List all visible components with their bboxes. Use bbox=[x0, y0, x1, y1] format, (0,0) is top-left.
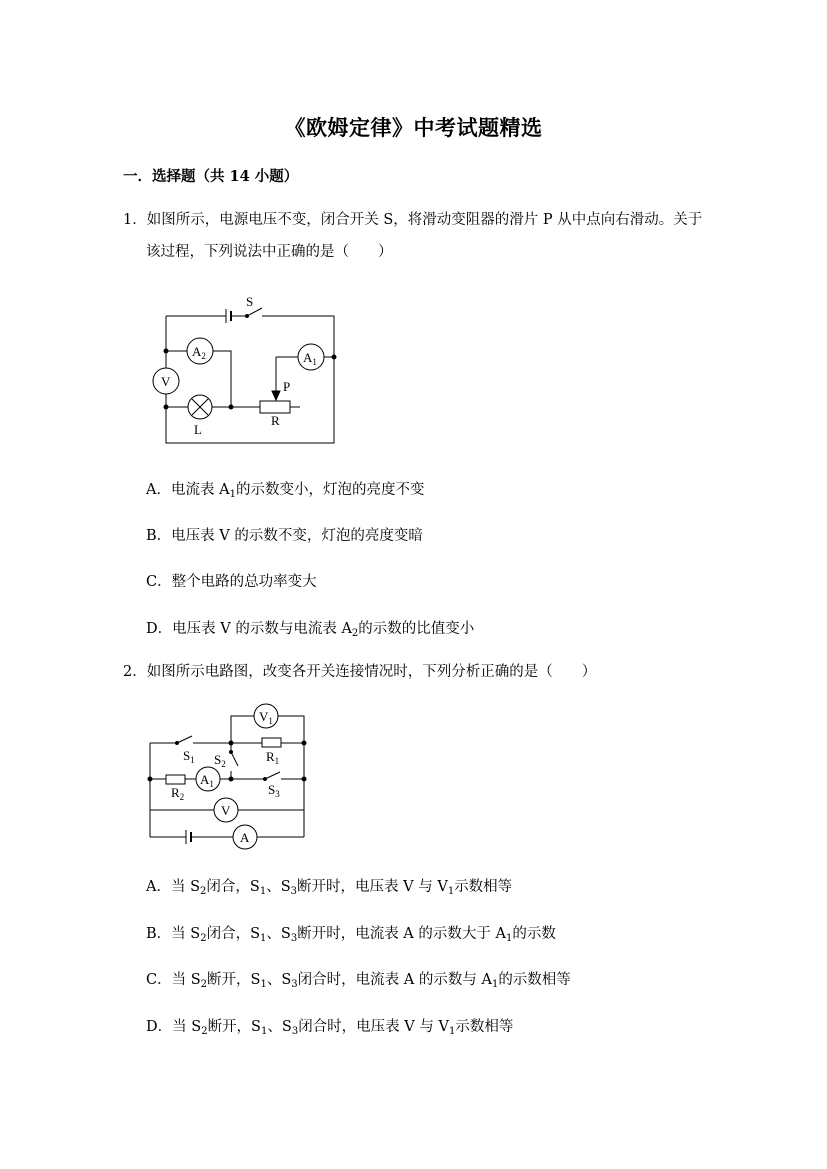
voltmeter-v-label: V bbox=[161, 374, 171, 389]
ammeter-a1-label: A bbox=[200, 772, 210, 787]
junction-dot bbox=[302, 777, 306, 781]
option-subscript: 1 bbox=[491, 979, 499, 990]
option-text: 断开，S bbox=[207, 972, 261, 988]
option-subscript: 2 bbox=[201, 1026, 208, 1037]
option-text: 断开时，电压表 V 与 V bbox=[297, 879, 448, 895]
switch-s2-blade bbox=[231, 752, 238, 766]
svg-text:S3 bbox=[268, 782, 280, 799]
switch-s1-label: S bbox=[183, 748, 191, 763]
option-subscript: 1 bbox=[259, 886, 267, 897]
option-subscript: 1 bbox=[447, 886, 455, 897]
option-subscript: 1 bbox=[448, 1026, 456, 1037]
question-1-option-d[interactable] bbox=[146, 617, 474, 638]
junction-dot bbox=[229, 741, 233, 745]
voltmeter-v1-label: V bbox=[259, 709, 269, 724]
switch-s-label: S bbox=[246, 294, 254, 309]
option-text: 、S bbox=[266, 972, 292, 988]
ammeter-a1-label: A bbox=[303, 350, 313, 365]
lamp-l-label: L bbox=[194, 422, 202, 437]
option-text: 闭合，S bbox=[206, 926, 261, 942]
junction-dot bbox=[332, 355, 336, 359]
question-1-stem bbox=[123, 210, 702, 230]
question-1-option-b[interactable] bbox=[146, 524, 423, 545]
option-text: 的示数的比值变小 bbox=[358, 621, 475, 637]
switch-s3-sub: 3 bbox=[275, 789, 280, 799]
option-letter: C． bbox=[146, 972, 172, 988]
option-subscript: 3 bbox=[290, 933, 298, 944]
switch-s-blade bbox=[247, 308, 262, 316]
junction-dot bbox=[148, 777, 152, 781]
option-text: 电压表 V 的示数不变，灯泡的亮度变暗 bbox=[171, 528, 423, 544]
option-text: 示数相等 bbox=[454, 879, 513, 895]
page-title: 《欧姆定律》中考试题精选 bbox=[284, 115, 543, 140]
option-subscript: 3 bbox=[291, 1026, 299, 1037]
option-text: 当 S bbox=[171, 972, 201, 988]
option-text: 的示数变小，灯泡的亮度不变 bbox=[235, 482, 425, 498]
question-1-stem-line1: 如图所示，电源电压不变，闭合开关 S，将滑动变阻器的滑片 P 从中点向右滑动。关于 bbox=[146, 212, 703, 228]
option-text: 闭合，S bbox=[206, 879, 260, 895]
rheostat-r-label: R bbox=[271, 413, 280, 428]
option-subscript: 1 bbox=[260, 979, 267, 990]
resistor-r1-sub: 1 bbox=[274, 756, 280, 766]
question-2-stem-line1: 如图所示电路图，改变各开关连接情况时，下列分析正确的是（ ） bbox=[146, 664, 597, 680]
option-subscript: 1 bbox=[229, 489, 236, 500]
option-text: 电流表 A bbox=[170, 482, 230, 498]
option-letter: A． bbox=[146, 879, 171, 895]
option-text: 断开时，电流表 A 的示数大于 A bbox=[297, 926, 506, 942]
resistor-r2-label: R bbox=[171, 785, 180, 800]
svg-text:R2 bbox=[171, 785, 184, 802]
question-1-option-a[interactable] bbox=[146, 478, 424, 499]
option-text: 整个电路的总功率变大 bbox=[171, 574, 317, 590]
option-subscript: 1 bbox=[505, 933, 513, 944]
question-2-number: 2． bbox=[123, 664, 147, 680]
question-1-number: 1． bbox=[123, 212, 147, 228]
option-subscript: 1 bbox=[260, 933, 267, 944]
option-subscript: 3 bbox=[290, 886, 298, 897]
option-subscript: 2 bbox=[351, 628, 359, 639]
question-2-stem bbox=[123, 662, 596, 682]
option-letter: D． bbox=[146, 1019, 173, 1035]
resistor-r2 bbox=[166, 775, 185, 784]
question-1-option-c[interactable] bbox=[146, 570, 317, 591]
question-2-option-d[interactable] bbox=[146, 1015, 513, 1036]
junction-dot bbox=[164, 405, 168, 409]
option-text: 、S bbox=[266, 879, 291, 895]
switch-s3-label: S bbox=[268, 782, 276, 797]
option-subscript: 1 bbox=[261, 1026, 268, 1037]
switch-s2-label: S bbox=[214, 752, 222, 767]
question-2-option-a[interactable] bbox=[146, 875, 512, 896]
svg-text:S2 bbox=[214, 752, 226, 769]
option-text: 的示数相等 bbox=[498, 972, 571, 988]
svg-text:R1 bbox=[266, 749, 279, 766]
circuit-diagram-1 bbox=[140, 290, 355, 455]
option-text: 当 S bbox=[170, 879, 201, 895]
option-text: 闭合时，电流表 A 的示数与 A bbox=[297, 972, 492, 988]
option-subscript: 2 bbox=[200, 886, 207, 897]
junction-dot bbox=[302, 741, 306, 745]
question-2-option-b[interactable] bbox=[146, 922, 556, 943]
svg-text:S1 bbox=[183, 748, 195, 765]
junction-dot bbox=[229, 405, 233, 409]
slider-p-label: P bbox=[283, 379, 291, 394]
option-letter: B． bbox=[146, 926, 172, 942]
ammeter-a2-label: A bbox=[192, 344, 202, 359]
switch-s1-sub: 1 bbox=[190, 755, 195, 765]
option-subscript: 3 bbox=[291, 979, 298, 990]
option-text: 、S bbox=[266, 926, 291, 942]
rheostat-r bbox=[260, 401, 290, 413]
option-text: 当 S bbox=[172, 1019, 202, 1035]
option-subscript: 2 bbox=[200, 933, 207, 944]
option-letter: D． bbox=[146, 621, 173, 637]
option-letter: A． bbox=[146, 482, 171, 498]
switch-s3-blade bbox=[265, 772, 280, 779]
circuit-diagram-2 bbox=[140, 700, 320, 850]
voltmeter-v-label: V bbox=[221, 803, 231, 818]
junction-dot bbox=[164, 349, 168, 353]
option-text: 的示数 bbox=[512, 926, 556, 942]
option-letter: B． bbox=[146, 528, 172, 544]
question-1-stem-line2: 该过程，下列说法中正确的是（ ） bbox=[146, 244, 393, 260]
ammeter-a-label: A bbox=[240, 830, 250, 845]
ammeter-a1-sub: 1 bbox=[312, 357, 317, 367]
resistor-r2-sub: 2 bbox=[179, 792, 185, 802]
question-2-option-c[interactable] bbox=[146, 968, 571, 989]
switch-s1-blade bbox=[177, 736, 192, 743]
switch-s2-sub: 2 bbox=[221, 759, 226, 769]
option-letter: C． bbox=[146, 574, 172, 590]
ammeter-a2-sub: 2 bbox=[201, 351, 206, 361]
option-text: 示数相等 bbox=[455, 1019, 514, 1035]
option-text: 、S bbox=[267, 1019, 292, 1035]
voltmeter-v1-sub: 1 bbox=[268, 716, 273, 726]
junction-dot bbox=[229, 777, 233, 781]
resistor-r1-label: R bbox=[266, 749, 275, 764]
resistor-r1 bbox=[262, 738, 281, 747]
section-heading: 一．选择题（共 14 小题） bbox=[123, 168, 299, 185]
option-text: 闭合时，电压表 V 与 V bbox=[298, 1019, 449, 1035]
option-subscript: 2 bbox=[200, 979, 208, 990]
option-text: 断开，S bbox=[207, 1019, 261, 1035]
ammeter-a1-sub: 1 bbox=[209, 779, 214, 789]
option-text: 电压表 V 的示数与电流表 A bbox=[172, 621, 352, 637]
option-text: 当 S bbox=[171, 926, 201, 942]
slider-p-arrow bbox=[272, 391, 280, 400]
